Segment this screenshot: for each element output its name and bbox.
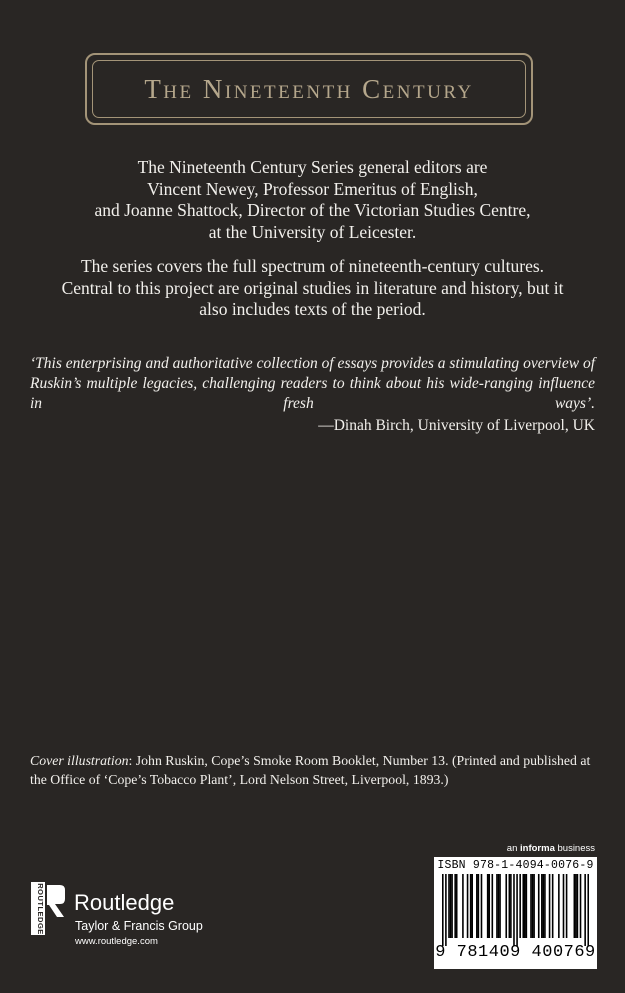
isbn-text: ISBN 978-1-4094-0076-9 <box>437 859 594 872</box>
editors-line: The Nineteenth Century Series general editors are <box>137 157 488 177</box>
editors-line: and Joanne Shattock, Director of the Victorian Studies Centre, <box>94 200 531 220</box>
routledge-logo-letters: ROUTLEDGE <box>36 883 45 935</box>
barcode-bar <box>558 874 560 938</box>
barcode-bar <box>450 874 452 938</box>
editors-line: Vincent Newey, Professor Emeritus of English, <box>147 178 478 199</box>
barcode-bar <box>580 874 582 938</box>
publisher-url: www.routledge.com <box>75 936 158 947</box>
barcode-bar <box>532 874 534 938</box>
barcode-bar <box>566 874 568 938</box>
barcode-bar <box>541 874 543 938</box>
cover-illustration-text: : John Ruskin, Cope’s Smoke Room Booklet, Number 13. (Printed and published at the Office of ‘Cope’s Tobacco Plant’, Lord Nelson Street, Liverpool, 1893.) <box>30 753 591 787</box>
series-title-inner-frame <box>92 60 526 118</box>
barcode-bar <box>544 874 546 938</box>
cover-illustration-note <box>30 751 595 789</box>
barcode-bar <box>478 874 480 938</box>
routledge-logo-icon <box>30 881 66 936</box>
description-line: The series covers the full spectrum of nineteenth-century cultures. <box>80 256 545 276</box>
barcode-bar <box>470 874 472 938</box>
barcode-bar <box>533 874 535 938</box>
barcode-bar <box>496 874 498 938</box>
informa-brand: informa <box>520 843 555 854</box>
barcode-bar <box>584 874 586 946</box>
barcode-bar <box>467 874 469 938</box>
barcode-bar <box>442 874 444 946</box>
barcode-bar <box>577 874 579 938</box>
barcode-bar <box>487 874 489 938</box>
barcode-bar <box>509 874 511 938</box>
barcode-bar <box>498 874 500 938</box>
endorsement-quote: ‘This enterprising and authoritative collection of essays provides a stimulating overview of Ruskin’s multiple legacies, challenging readers to think about his wide-ranging influence in fresh ways’. <box>30 355 595 412</box>
barcode-bar <box>499 874 501 938</box>
barcode-digits: 9 781409 400769 <box>435 943 596 962</box>
description-line: Central to this project are original studies in literature and history, but it <box>61 277 564 298</box>
barcode-bar <box>471 874 473 938</box>
barcode-bar <box>519 874 521 938</box>
publisher-group: Taylor & Francis Group <box>75 919 203 933</box>
informa-prefix: an <box>506 843 521 854</box>
barcode-bar <box>526 874 528 938</box>
barcode-bar <box>454 874 456 938</box>
editors-line: at the University of Leicester. <box>208 221 417 242</box>
barcode-bars <box>442 874 589 946</box>
barcode-bar <box>505 874 507 938</box>
barcode-bar <box>530 874 532 938</box>
barcode-bar <box>543 874 545 938</box>
barcode-bar <box>587 874 589 946</box>
publisher-name: Routledge <box>74 890 175 915</box>
barcode-bar <box>513 874 515 946</box>
barcode-bar <box>481 874 483 938</box>
series-info <box>40 157 585 334</box>
barcode <box>434 857 597 969</box>
barcode-bar <box>445 874 447 946</box>
barcode-bar <box>516 874 518 946</box>
barcode-bar <box>462 874 464 938</box>
barcode-bar <box>448 874 450 938</box>
cover-illustration-label: Cover illustration <box>30 753 129 768</box>
barcode-bar <box>476 874 478 938</box>
barcode-bar <box>451 874 453 938</box>
barcode-bar <box>563 874 565 938</box>
barcode-bar <box>574 874 576 938</box>
series-title: The Nineteenth Century <box>144 73 474 104</box>
barcode-bar <box>549 874 551 938</box>
barcode-bar <box>552 874 554 938</box>
description-line: also includes texts of the period. <box>199 299 426 319</box>
series-title-frame <box>85 53 533 125</box>
editors-paragraph <box>40 157 585 243</box>
barcode-bar <box>538 874 540 938</box>
informa-suffix: business <box>554 843 595 854</box>
endorsement-attribution: —Dinah Birch, University of Liverpool, UK <box>318 417 595 434</box>
barcode-bar <box>488 874 490 938</box>
endorsement <box>30 354 595 436</box>
barcode-bar <box>456 874 458 938</box>
barcode-bar <box>492 874 494 938</box>
description-paragraph <box>40 256 585 321</box>
barcode-bar <box>522 874 524 938</box>
barcode-bar <box>575 874 577 938</box>
barcode-bar <box>510 874 512 938</box>
informa-tagline <box>507 843 595 854</box>
barcode-bar <box>524 874 526 938</box>
